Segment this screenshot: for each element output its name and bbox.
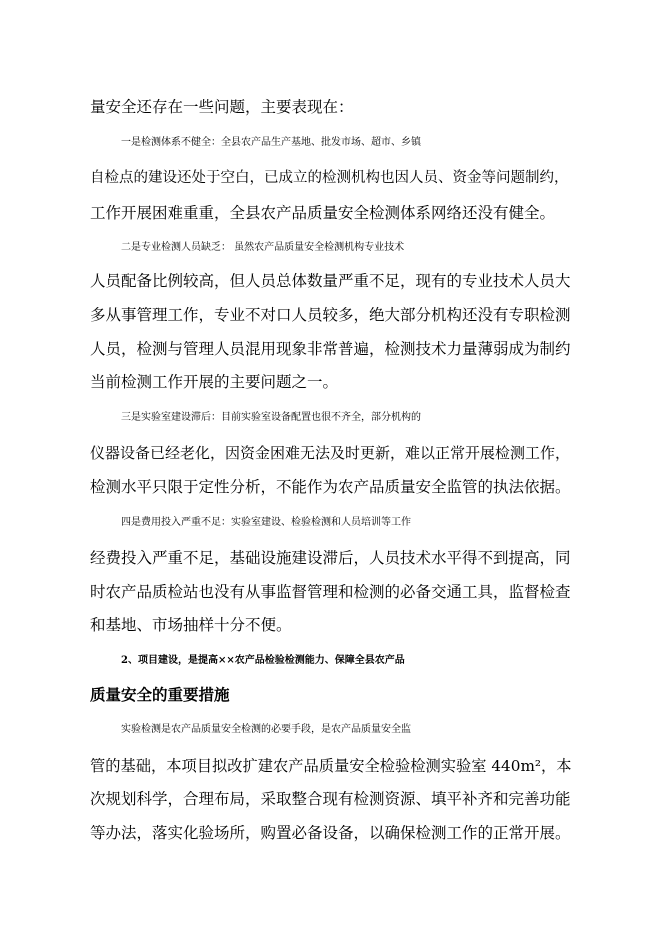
paragraph-line: 等办法，落实化验场所，购置必备设备，以确保检测工作的正常开展。 bbox=[90, 824, 571, 842]
paragraph-line: 实验检测是农产品质量安全检测的必要手段，是农产品质量安全监 bbox=[121, 724, 411, 735]
paragraph-line: 二是专业检测人员缺乏： 虽然农产品质量安全检测机构专业技术 bbox=[121, 242, 405, 253]
paragraph-line: 自检点的建设还处于空白，已成立的检测机构也因人员、资金等问题制约， bbox=[90, 170, 569, 186]
section-heading-line: 质量安全的重要措施 bbox=[90, 685, 230, 704]
paragraph-line: 三是实验室建设滞后：目前实验室设备配置也很不齐全，部分机构的 bbox=[121, 412, 421, 423]
paragraph-line: 经费投入严重不足，基础设施建设滞后，人员技术水平得不到提高，同 bbox=[90, 549, 571, 567]
paragraph-line: 时农产品质检站也没有从事监督管理和检测的必备交通工具，监督检查 bbox=[90, 583, 571, 601]
paragraph-line: 工作开展困难重重，全县农产品质量安全检测体系网络还没有健全。 bbox=[90, 204, 556, 222]
section-heading-line: 2、项目建设，是提高××农产品检验检测能力、保障全县农产品 bbox=[121, 655, 405, 666]
paragraph-line: 仪器设备已经老化，因资金困难无法及时更新，难以正常开展检测工作， bbox=[90, 444, 571, 462]
paragraph-line: 次规划科学，合理布局，采取整合现有检测资源、填平补齐和完善功能 bbox=[90, 790, 571, 808]
paragraph-line: 人员，检测与管理人员混用现象非常普遍，检测技术力量薄弱成为制约 bbox=[90, 340, 571, 358]
paragraph-line: 人员配备比例较高，但人员总体数量严重不足，现有的专业技术人员大 bbox=[90, 272, 571, 290]
paragraph-line: 四是费用投入严重不足：实验室建设、检验检测和人员培训等工作 bbox=[121, 517, 411, 528]
paragraph-line: 一是检测体系不健全：全县农产品生产基地、批发市场、超市、乡镇 bbox=[121, 137, 421, 148]
paragraph-line: 当前检测工作开展的主要问题之一。 bbox=[90, 373, 339, 391]
paragraph-line: 量安全还存在一些问题，主要表现在： bbox=[90, 98, 354, 116]
paragraph-line: 多从事管理工作，专业不对口人员较多，绝大部分机构还没有专职检测 bbox=[90, 306, 571, 324]
paragraph-line: 和基地、市场抽样十分不便。 bbox=[90, 616, 292, 634]
paragraph-line: 管的基础，本项目拟改扩建农产品质量安全检验检测实验室 440m²，本 bbox=[90, 757, 572, 775]
paragraph-line: 检测水平只限于定性分析，不能作为农产品质量安全监管的执法依据。 bbox=[90, 478, 571, 496]
